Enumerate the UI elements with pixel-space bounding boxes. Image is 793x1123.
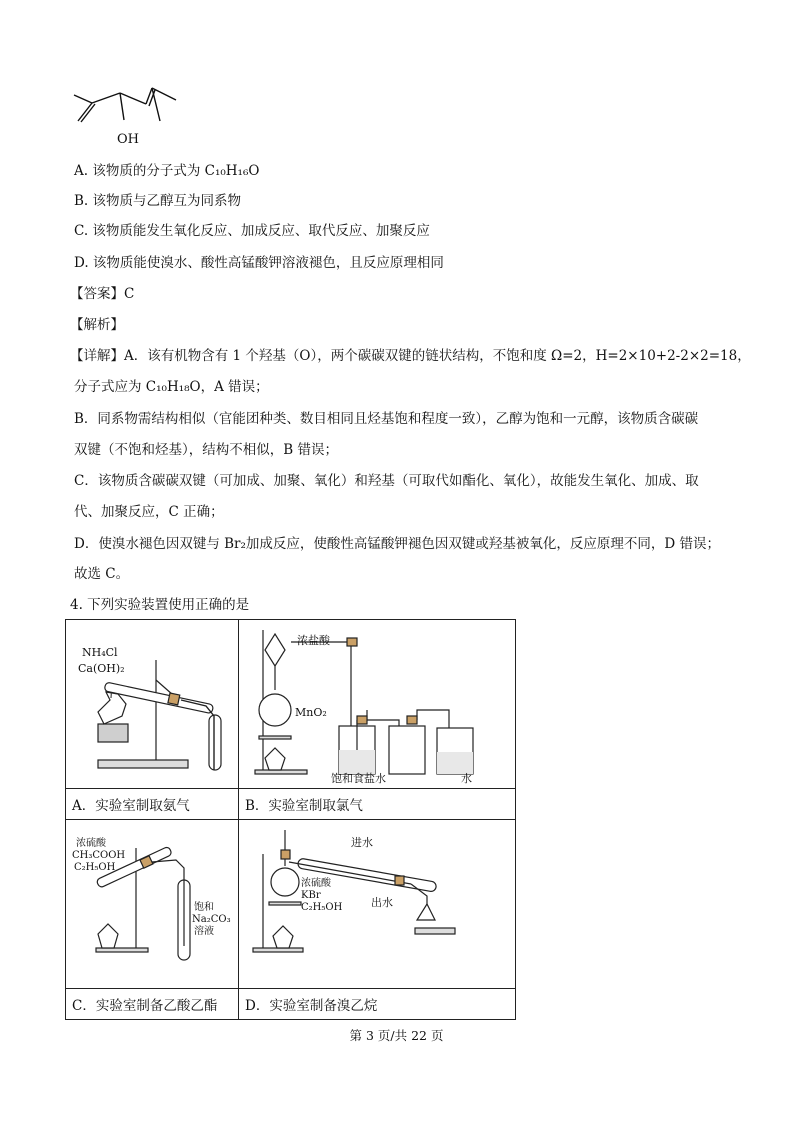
mno2-label: MnO₂	[295, 706, 327, 719]
detail-line: C．该物质含碳碳双键（可加成、加聚、氧化）和羟基（可取代如酯化、氧化），故能发生氧化、加成、取	[74, 473, 699, 489]
ch3cooh-label: CH₃COOH	[72, 850, 126, 861]
c2h5oh-label: C₂H₅OH	[74, 862, 116, 873]
detail-line: 故选 C。	[74, 566, 130, 582]
figure-d	[239, 820, 515, 988]
water-label: 水	[461, 772, 472, 785]
option-b: B. 该物质与乙醇互为同系物	[74, 193, 242, 209]
h2so4-label-d: 浓硫酸	[301, 878, 331, 889]
hcl-label: 浓盐酸	[297, 634, 330, 647]
analysis-tag: 【解析】	[70, 317, 124, 333]
c2h5oh-label-d: C₂H₅OH	[301, 902, 343, 913]
option-a: A. 该物质的分子式为 C₁₀H₁₆O	[74, 163, 260, 179]
detail-line: 双键（不饱和烃基），结构不相似，B 错误；	[74, 442, 338, 458]
figure-a	[66, 620, 238, 788]
nh4cl-label: NH₄Cl	[82, 646, 118, 659]
water-out-label: 出水	[371, 896, 393, 909]
caption-b: B．实验室制取氯气	[239, 789, 516, 820]
option-c: C. 该物质能发生氧化反应、加成反应、取代反应、加聚反应	[74, 223, 430, 239]
detail-line: 分子式应为 C₁₀H₁₈O，A 错误；	[74, 379, 269, 395]
detail-line: B．同系物需结构相似（官能团种类、数目相同且烃基饱和程度一致），乙醇为饱和一元醇，该物质含碳碳	[74, 411, 699, 427]
detail-line: 代、加聚反应，C 正确；	[74, 504, 224, 520]
na2co3-label: Na₂CO₃	[192, 914, 231, 925]
kbr-label: KBr	[301, 890, 321, 901]
option-d: D. 该物质能使溴水、酸性高锰酸钾溶液褪色，且反应原理相同	[74, 255, 444, 271]
apparatus-table	[65, 619, 516, 1020]
figure-b	[239, 620, 515, 788]
h2so4-label: 浓硫酸	[76, 838, 106, 849]
detail-line: 【详解】A．该有机物含有 1 个羟基（O），两个碳碳双键的链状结构，不饱和度 Ω=2，H=2×10+2-2×2=18，	[70, 348, 751, 364]
caption-c: C．实验室制备乙酸乙酯	[66, 989, 239, 1020]
detail-line: D．使溴水褪色因双键与 Br₂加成反应，使酸性高锰酸钾褪色因双键或羟基被氧化，反应原理不同，D 错误；	[74, 536, 721, 552]
question-4: 4. 下列实验装置使用正确的是	[70, 597, 250, 613]
page-footer: 第 3 页/共 22 页	[349, 1028, 444, 1043]
caption-a: A．实验室制取氨气	[66, 789, 239, 820]
hydroxyl-label: OH	[117, 132, 139, 147]
water-in-label: 进水	[351, 836, 373, 849]
answer-tag: 【答案】C	[70, 286, 135, 302]
saturated-label: 饱和	[194, 902, 214, 913]
solution-label: 溶液	[194, 926, 214, 937]
caption-d: D．实验室制备溴乙烷	[239, 989, 516, 1020]
brine-label: 饱和食盐水	[331, 772, 386, 785]
figure-c	[66, 820, 238, 988]
caoh2-label: Ca(OH)₂	[78, 662, 125, 675]
